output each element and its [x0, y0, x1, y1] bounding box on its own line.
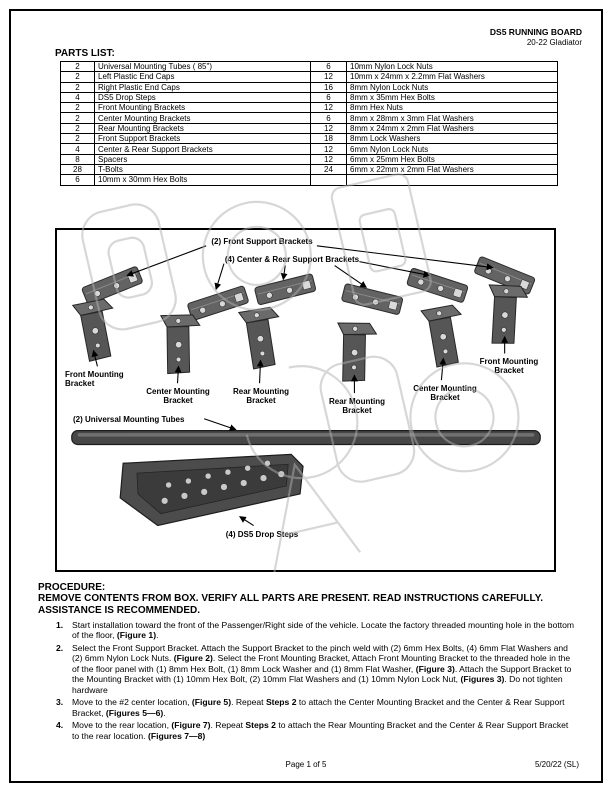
procedure-section	[38, 582, 575, 743]
part-desc	[347, 175, 558, 185]
part-desc: Front Mounting Brackets	[95, 103, 311, 113]
label-ds5-drop-steps: (4) DS5 Drop Steps	[225, 530, 299, 539]
support-bracket-illustration	[187, 286, 249, 321]
part-desc: Front Support Brackets	[95, 134, 311, 144]
part-qty: 6	[311, 62, 347, 72]
procedure-heading: PROCEDURE:	[38, 582, 106, 593]
part-desc: 8mm Hex Nuts	[347, 103, 558, 113]
part-desc: 6mm x 22mm x 2mm Flat Washers	[347, 164, 558, 174]
part-qty: 2	[61, 82, 95, 92]
front-mounting-bracket-left-illustration	[72, 298, 118, 362]
doc-subtitle: 20-22 Gladiator	[526, 38, 582, 48]
part-desc: 10mm Nylon Lock Nuts	[347, 62, 558, 72]
drop-step-illustration	[120, 454, 303, 525]
page-indicator: Page 1 of 5	[285, 760, 327, 769]
support-bracket-illustration	[254, 273, 316, 305]
part-qty: 6	[61, 175, 95, 185]
procedure-step	[56, 643, 575, 695]
parts-table	[60, 61, 558, 186]
part-qty: 16	[311, 82, 347, 92]
parts-table-row	[61, 154, 558, 164]
part-desc: 10mm x 30mm Hex Bolts	[95, 175, 311, 185]
part-qty: 12	[311, 154, 347, 164]
label-rear-mounting-bracket-right: Rear Mounting Bracket	[329, 397, 385, 416]
part-desc: 6mm Nylon Lock Nuts	[347, 144, 558, 154]
part-qty: 2	[61, 113, 95, 123]
parts-table-row	[61, 103, 558, 113]
parts-table-row	[61, 123, 558, 133]
parts-diagram	[55, 228, 556, 572]
label-front-mounting-bracket-right: Front Mounting Bracket	[479, 357, 539, 376]
part-qty: 6	[311, 92, 347, 102]
support-bracket-illustration	[341, 283, 403, 315]
part-desc: Center Mounting Brackets	[95, 113, 311, 123]
label-universal-mounting-tubes: (2) Universal Mounting Tubes	[73, 415, 185, 424]
part-desc: 6mm x 25mm Hex Bolts	[347, 154, 558, 164]
part-desc: DS5 Drop Steps	[95, 92, 311, 102]
part-qty	[311, 175, 347, 185]
step-text: Move to the rear location, (Figure 7). Repeat Steps 2 to attach the Rear Mounting Bracket and the Center & Rear Support Bracket to the rear location. (Figures 7—8)	[72, 720, 569, 741]
parts-list-heading: PARTS LIST:	[55, 48, 115, 59]
step-text: Start installation toward the front of the Passenger/Right side of the vehicle. Locate the factory threaded mounting hole in the bottom of the floor, (Figure 1).	[72, 620, 575, 641]
doc-header	[490, 27, 582, 48]
center-mounting-bracket-left-illustration	[157, 313, 201, 376]
part-qty: 2	[61, 134, 95, 144]
part-qty: 24	[311, 164, 347, 174]
step-number: 4.	[56, 720, 64, 731]
part-qty: 12	[311, 72, 347, 82]
procedure-step	[56, 697, 575, 718]
parts-table-row	[61, 72, 558, 82]
parts-table-row	[61, 164, 558, 174]
part-qty: 12	[311, 123, 347, 133]
mounting-tube-illustration	[72, 431, 540, 445]
procedure-steps	[56, 620, 575, 741]
part-desc: Rear Mounting Brackets	[95, 123, 311, 133]
part-qty: 4	[61, 92, 95, 102]
part-qty: 4	[61, 144, 95, 154]
doc-title: DS5 RUNNING BOARD	[489, 27, 582, 37]
label-front-support-brackets: (2) Front Support Brackets	[211, 237, 313, 246]
part-qty: 2	[61, 123, 95, 133]
front-support-bracket-left-illustration	[81, 266, 143, 305]
part-qty: 6	[311, 113, 347, 123]
label-center-mounting-bracket-right: Center Mounting Bracket	[413, 384, 477, 403]
step-number: 3.	[56, 697, 64, 708]
parts-table-row	[61, 175, 558, 185]
label-rear-mounting-bracket-left: Rear Mounting Bracket	[233, 387, 289, 406]
part-desc: T-Bolts	[95, 164, 311, 174]
step-text: Select the Front Support Bracket. Attach the Support Bracket to the pinch weld with (2) 6mm Hex Bolts, (4) 6mm Flat Washers and (2) 6mm Nylon Lock Nuts. (Figure 2). Select the Front Mounting Bracket, Attach Front Mounting Bracket to the threaded hole in the of the floor panel with (1) 8mm Hex Bolt, (1) 8mm Lock Washer and (1) 8mm Flat Washer, (Figure 3). Attach the Support Bracket to the Mounting Bracket with (1) 10mm Hex Bolt, (2) 10mm Flat Washers and (1) 10mm Nylon Lock Nut, (Figures 3). Do not tighten hardware	[72, 642, 572, 695]
procedure-warning: REMOVE CONTENTS FROM BOX. VERIFY ALL PARTS ARE PRESENT. READ INSTRUCTIONS CAREFULLY. ASSISTANCE IS RECOMMENDED.	[38, 593, 544, 616]
date-code: 5/20/22 (SL)	[534, 760, 579, 769]
label-center-rear-support-brackets: (4) Center & Rear Support Brackets	[224, 255, 360, 264]
parts-table-row	[61, 82, 558, 92]
part-desc: 10mm x 24mm x 2.2mm Flat Washers	[347, 72, 558, 82]
procedure-step	[56, 720, 575, 741]
step-number: 2.	[56, 642, 64, 653]
part-qty: 2	[61, 72, 95, 82]
step-number: 1.	[56, 620, 64, 630]
part-desc: 8mm Lock Washers	[347, 134, 558, 144]
part-desc: 8mm x 24mm x 2mm Flat Washers	[347, 123, 558, 133]
part-desc: Center & Rear Support Brackets	[95, 144, 311, 154]
step-text: Move to the #2 center location, (Figure 5). Repeat Steps 2 to attach the Center Mounting Bracket and the Center & Rear Support Bracket, (Figures 5—6).	[72, 697, 565, 718]
part-desc: Universal Mounting Tubes ( 85")	[95, 62, 311, 72]
part-qty: 8	[61, 154, 95, 164]
procedure-step	[56, 620, 575, 641]
part-desc: 8mm x 28mm x 3mm Flat Washers	[347, 113, 558, 123]
part-qty: 2	[61, 62, 95, 72]
parts-table-row	[61, 113, 558, 123]
part-desc: Spacers	[95, 154, 311, 164]
part-qty: 18	[311, 134, 347, 144]
parts-table-row	[61, 134, 558, 144]
label-center-mounting-bracket-left: Center Mounting Bracket	[146, 387, 210, 406]
part-qty: 28	[61, 164, 95, 174]
part-desc: 8mm x 35mm Hex Bolts	[347, 92, 558, 102]
rear-mounting-bracket-left-illustration	[239, 307, 283, 370]
part-desc: Right Plastic End Caps	[95, 82, 311, 92]
parts-table-row	[61, 92, 558, 102]
part-qty: 12	[311, 144, 347, 154]
part-desc: Left Plastic End Caps	[95, 72, 311, 82]
parts-table-row	[61, 144, 558, 154]
part-desc: 8mm Nylon Lock Nuts	[347, 82, 558, 92]
rear-mounting-bracket-right-illustration	[332, 320, 378, 384]
parts-table-row	[61, 62, 558, 72]
label-front-mounting-bracket-left: Front Mounting Bracket	[65, 370, 124, 389]
part-qty: 2	[61, 103, 95, 113]
part-qty: 12	[311, 103, 347, 113]
